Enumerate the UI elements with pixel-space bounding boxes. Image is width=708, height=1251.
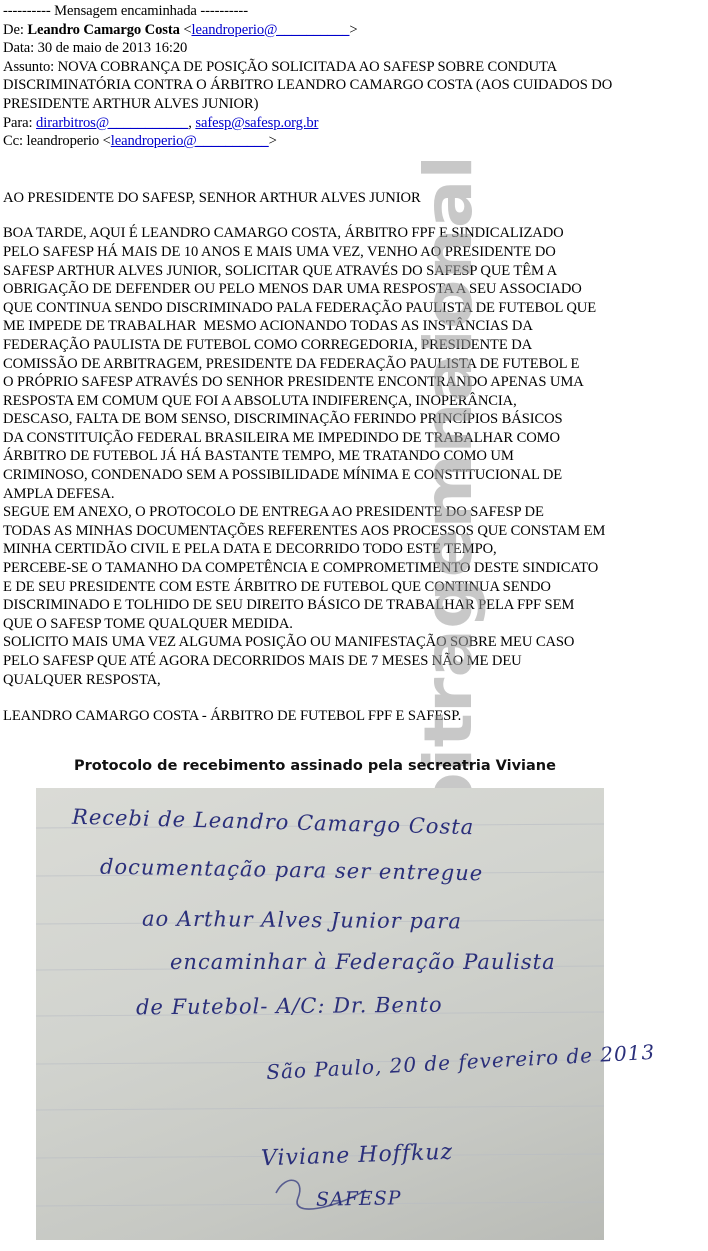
- handwritten-date: São Paulo, 20 de fevereiro de 2013: [265, 1039, 656, 1085]
- body-line: PELO SAFESP QUE ATÉ AGORA DECORRIDOS MAIS DE 7 MESES NÃO ME DEU: [3, 653, 522, 669]
- to-row: [3, 114, 705, 133]
- body-line: COMISSÃO DE ARBITRAGEM, PRESIDENTE DA FEDERAÇÃO PAULISTA DE FUTEBOL E: [3, 355, 580, 372]
- body-line: SEGUE EM ANEXO, O PROTOCOLO DE ENTREGA AO PRESIDENTE DO SAFESP DE: [3, 504, 544, 521]
- cc-row: [3, 132, 705, 151]
- recipient-email-link-2[interactable]: safesp@safesp.org.br: [195, 114, 319, 131]
- subject-line-3: PRESIDENTE ARTHUR ALVES JUNIOR): [3, 95, 259, 112]
- body-line: FEDERAÇÃO PAULISTA DE FUTEBOL COMO CORREGEDORIA, PRESIDENTE DA: [3, 336, 533, 353]
- body-line: AMPLA DEFESA.: [3, 485, 115, 502]
- handwritten-line: documentação para ser entregue: [99, 854, 484, 886]
- handwritten-receipt-photo: [36, 788, 656, 1240]
- subject-line-1: Assunto: NOVA COBRANÇA DE POSIÇÃO SOLICITADA AO SAFESP SOBRE CONDUTA: [3, 58, 558, 75]
- body-line: SAFESP ARTHUR ALVES JUNIOR, SOLICITAR QUE ATRAVÉS DO SAFESP QUE TÊM A: [3, 262, 558, 279]
- body-line: DA CONSTITUIÇÃO FEDERAL BRASILEIRA ME IMPEDINDO DE TRABALHAR COMO: [3, 429, 560, 446]
- forwarded-email: [3, 2, 705, 726]
- body-line: QUALQUER RESPOSTA,: [3, 671, 161, 688]
- handwritten-signature: Viviane Hoffkuz: [260, 1139, 454, 1172]
- body-line: E DE SEU PRESIDENTE COM ESTE ÁRBITRO DE FUTEBOL QUE CONTINUA SENDO: [3, 578, 551, 595]
- body-line: O PRÓPRIO SAFESP ATRAVÉS DO SENHOR PRESIDENTE ENCONTRANDO APENAS UMA: [3, 374, 584, 391]
- forward-marker: ---------- Mensagem encaminhada ----------: [3, 3, 248, 19]
- body-line: TODAS AS MINHAS DOCUMENTAÇÕES REFERENTES AOS PROCESSOS QUE CONSTAM EM: [3, 522, 606, 539]
- to-separator: ,: [188, 114, 196, 131]
- to-label: Para:: [3, 114, 37, 131]
- cc-label: Cc: leandroperio <: [3, 133, 111, 150]
- body-line: SOLICITO MAIS UMA VEZ ALGUMA POSIÇÃO OU MANIFESTAÇÃO SOBRE MEU CASO: [3, 634, 575, 651]
- from-open-bracket: <: [179, 21, 192, 38]
- body-line: MINHA CERTIDÃO CIVIL E PELA DATA E DECORRIDO TODO ESTE TEMPO,: [3, 541, 497, 558]
- body-line: QUE CONTINUA SENDO DISCRIMINADO PALA FEDERAÇÃO PAULISTA DE FUTEBOL QUE: [3, 299, 597, 316]
- handwritten-line: encaminhar à Federação Paulista: [170, 950, 556, 974]
- recipient-email-link-1[interactable]: dirarbitros@___________: [36, 114, 189, 131]
- handwritten-line: de Futebol- A/C: Dr. Bento: [135, 992, 443, 1020]
- body-line: PERCEBE-SE O TAMANHO DA COMPETÊNCIA E COMPROMETIMENTO DESTE SINDICATO: [3, 560, 599, 577]
- body-line: DISCRIMINADO E TOLHIDO DE SEU DIREITO BÁSICO DE TRABALHAR PELA FPF SEM: [3, 597, 575, 614]
- photo-caption: Protocolo de recebimento assinado pela secreatria Viviane: [74, 758, 556, 774]
- body-line: BOA TARDE, AQUI É LEANDRO CAMARGO COSTA, ÁRBITRO FPF E SINDICALIZADO: [3, 225, 564, 242]
- handwritten-line: Recebi de Leandro Camargo Costa: [71, 804, 475, 840]
- email-signature: LEANDRO CAMARGO COSTA - ÁRBITRO DE FUTEBOL FPF E SAFESP.: [3, 708, 462, 725]
- handwritten-line: ao Arthur Alves Junior para: [141, 906, 463, 934]
- subject-line-2: DISCRIMINATÓRIA CONTRA O ÁRBITRO LEANDRO CAMARGO COSTA (AOS CUIDADOS DO: [3, 77, 613, 94]
- from-label: De:: [3, 21, 28, 38]
- salutation: AO PRESIDENTE DO SAFESP, SENHOR ARTHUR ALVES JUNIOR: [3, 189, 421, 206]
- body-line: QUE O SAFESP TOME QUALQUER MEDIDA.: [3, 615, 293, 632]
- body-line: ÁRBITRO DE FUTEBOL JÁ HÁ BASTANTE TEMPO, ME TRATANDO COMO UM: [3, 448, 514, 465]
- body-line: DESCASO, FALTA DE BOM SENSO, DISCRIMINAÇÃO FERINDO PRINCÍPIOS BÁSICOS: [3, 411, 563, 428]
- date-row: Data: 30 de maio de 2013 16:20: [3, 40, 188, 57]
- sender-name: Leandro Camargo Costa: [27, 21, 180, 38]
- cc-close-bracket: >: [268, 133, 277, 150]
- body-line: PELO SAFESP HÁ MAIS DE 10 ANOS E MAIS UMA VEZ, VENHO AO PRESIDENTE DO: [3, 243, 556, 260]
- body-line: CRIMINOSO, CONDENADO SEM A POSSIBILIDADE MÍNIMA E CONSTITUCIONAL DE: [3, 467, 563, 484]
- from-close-bracket: >: [349, 21, 358, 38]
- handwritten-org: SAFESP: [315, 1187, 402, 1211]
- email-body: [3, 224, 705, 689]
- watermark-text: Arbitragemnaional: [410, 218, 487, 915]
- sender-email-link[interactable]: leandroperio@__________: [191, 21, 350, 38]
- body-line: ME IMPEDE DE TRABALHAR MESMO ACIONANDO TODAS AS INSTÂNCIAS DA: [3, 318, 533, 335]
- from-row: [3, 21, 705, 40]
- body-line: OBRIGAÇÃO DE DEFENDER OU PELO MENOS DAR UMA RESPOSTA A SEU ASSOCIADO: [3, 281, 582, 298]
- body-line: RESPOSTA EM COMUM QUE FOI A ABSOLUTA INDIFERENÇA, INOPERÂNCIA,: [3, 392, 517, 409]
- cc-email-link[interactable]: leandroperio@__________: [110, 133, 269, 150]
